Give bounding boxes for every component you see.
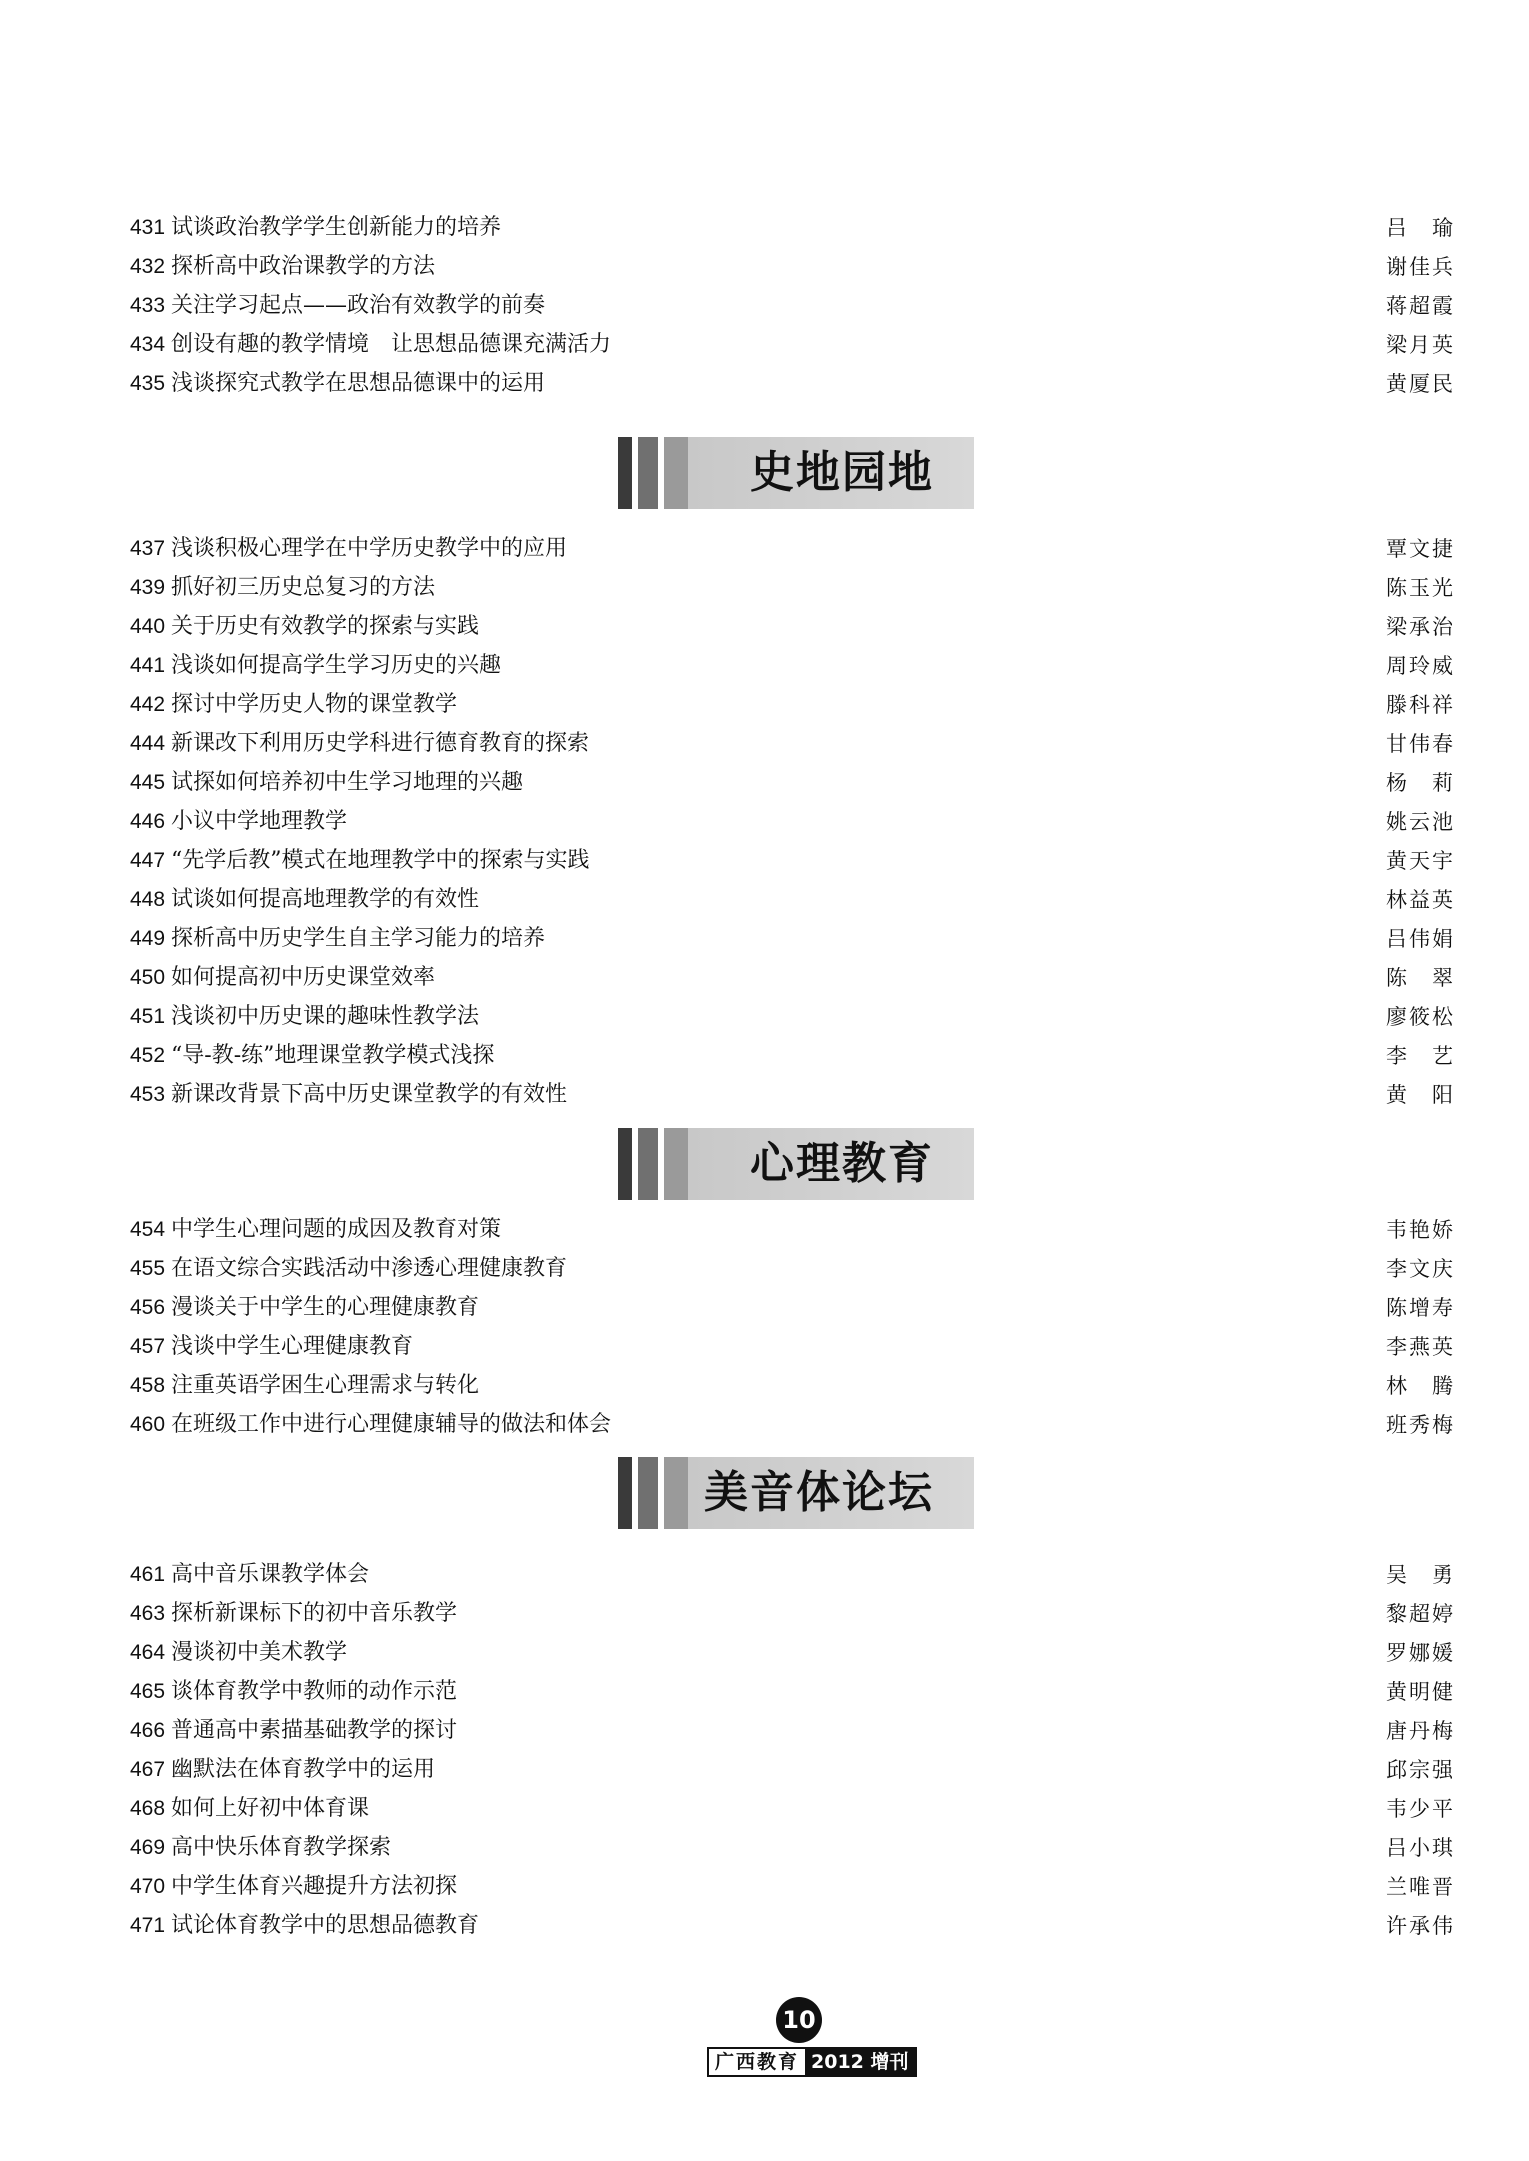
toc-entry bbox=[130, 1909, 1455, 1943]
entry-author: 黄 阳 bbox=[1386, 1083, 1455, 1107]
entry-number: 469 bbox=[130, 1836, 166, 1859]
entry-author: 甘伟春 bbox=[1386, 732, 1455, 756]
entry-number: 455 bbox=[130, 1257, 166, 1280]
entry-title: 探析高中政治课教学的方法 bbox=[171, 254, 436, 279]
entry-number: 457 bbox=[130, 1335, 166, 1358]
entry-number: 452 bbox=[130, 1044, 166, 1067]
toc-entry bbox=[130, 961, 1455, 995]
entry-title: 试谈政治教学学生创新能力的培养 bbox=[171, 215, 502, 240]
entry-author: 梁承治 bbox=[1386, 615, 1455, 639]
issue-label: 2012 增刊 bbox=[805, 2049, 915, 2075]
entry-number: 442 bbox=[130, 693, 166, 716]
entry-title: 探析高中历史学生自主学习能力的培养 bbox=[171, 926, 546, 951]
entry-number: 433 bbox=[130, 294, 166, 317]
entry-number: 464 bbox=[130, 1641, 166, 1664]
entry-author: 杨 莉 bbox=[1386, 771, 1455, 795]
toc-entry bbox=[130, 1369, 1455, 1403]
entry-number: 470 bbox=[130, 1875, 166, 1898]
toc-entry bbox=[130, 250, 1455, 284]
entry-number: 458 bbox=[130, 1374, 166, 1397]
entry-title: 探析新课标下的初中音乐教学 bbox=[171, 1601, 458, 1626]
entry-title: 浅谈中学生心理健康教育 bbox=[171, 1334, 414, 1359]
toc-entry bbox=[130, 1330, 1455, 1364]
entry-title: 如何提高初中历史课堂效率 bbox=[171, 965, 436, 990]
toc-entry bbox=[130, 1792, 1455, 1826]
entry-author: 林 腾 bbox=[1386, 1374, 1455, 1398]
entry-title: 中学生心理问题的成因及教育对策 bbox=[171, 1217, 502, 1242]
entry-title: 高中快乐体育教学探索 bbox=[171, 1835, 392, 1860]
entry-title: 浅谈积极心理学在中学历史教学中的应用 bbox=[171, 536, 568, 561]
entry-number: 441 bbox=[130, 654, 166, 677]
entry-number: 467 bbox=[130, 1758, 166, 1781]
entry-number: 431 bbox=[130, 216, 166, 239]
section-title: 美音体论坛 bbox=[704, 1467, 934, 1518]
entry-author: 谢佳兵 bbox=[1386, 255, 1455, 279]
toc-entry bbox=[130, 328, 1455, 362]
entry-title: 漫谈关于中学生的心理健康教育 bbox=[171, 1295, 480, 1320]
toc-entry bbox=[130, 610, 1455, 644]
entry-author: 班秀梅 bbox=[1386, 1413, 1455, 1437]
entry-author: 滕科祥 bbox=[1386, 693, 1455, 717]
entry-author: 李 艺 bbox=[1386, 1044, 1455, 1068]
entry-title: 新课改背景下高中历史课堂教学的有效性 bbox=[171, 1082, 568, 1107]
section-title: 心理教育 bbox=[750, 1138, 934, 1189]
toc-entry bbox=[130, 532, 1455, 566]
entry-author: 黄明健 bbox=[1386, 1680, 1455, 1704]
entry-number: 453 bbox=[130, 1083, 166, 1106]
toc-entry bbox=[130, 922, 1455, 956]
entry-title: 关注学习起点——政治有效教学的前奏 bbox=[171, 293, 546, 318]
entry-author: 蒋超霞 bbox=[1386, 294, 1455, 318]
toc-entry bbox=[130, 844, 1455, 878]
toc-entry bbox=[130, 1714, 1455, 1748]
entry-title: 创设有趣的教学情境 让思想品德课充满活力 bbox=[171, 332, 612, 357]
toc-entry bbox=[130, 1636, 1455, 1670]
entry-title: 普通高中素描基础教学的探讨 bbox=[171, 1718, 458, 1743]
toc-entry bbox=[130, 1252, 1455, 1286]
entry-number: 471 bbox=[130, 1914, 166, 1937]
entry-number: 466 bbox=[130, 1719, 166, 1742]
entry-title: 高中音乐课教学体会 bbox=[171, 1562, 370, 1587]
toc-entry bbox=[130, 688, 1455, 722]
entry-title: “先学后教”模式在地理教学中的探索与实践 bbox=[171, 848, 590, 873]
entry-title: 注重英语学困生心理需求与转化 bbox=[171, 1373, 480, 1398]
section-title: 史地园地 bbox=[750, 447, 934, 498]
publication-footer bbox=[707, 2047, 917, 2077]
entry-number: 468 bbox=[130, 1797, 166, 1820]
entry-number: 440 bbox=[130, 615, 166, 638]
entry-number: 450 bbox=[130, 966, 166, 989]
toc-entry bbox=[130, 1078, 1455, 1112]
toc-entry bbox=[130, 367, 1455, 401]
entry-title: 浅谈探究式教学在思想品德课中的运用 bbox=[171, 371, 546, 396]
entry-author: 韦少平 bbox=[1386, 1797, 1455, 1821]
entry-number: 447 bbox=[130, 849, 166, 872]
toc-entry bbox=[130, 1291, 1455, 1325]
entry-title: 试探如何培养初中生学习地理的兴趣 bbox=[171, 770, 524, 795]
entry-author: 陈玉光 bbox=[1386, 576, 1455, 600]
toc-entry bbox=[130, 649, 1455, 683]
toc-entry bbox=[130, 1039, 1455, 1073]
section-banner-history-geography bbox=[618, 437, 974, 509]
entry-author: 黄厦民 bbox=[1386, 372, 1455, 396]
entry-number: 460 bbox=[130, 1413, 166, 1436]
entry-title: 探讨中学历史人物的课堂教学 bbox=[171, 692, 458, 717]
entry-number: 432 bbox=[130, 255, 166, 278]
entry-number: 465 bbox=[130, 1680, 166, 1703]
toc-entry bbox=[130, 571, 1455, 605]
entry-number: 439 bbox=[130, 576, 166, 599]
entry-number: 446 bbox=[130, 810, 166, 833]
entry-author: 覃文捷 bbox=[1386, 537, 1455, 561]
entry-author: 吴 勇 bbox=[1386, 1563, 1455, 1587]
entry-title: 关于历史有效教学的探索与实践 bbox=[171, 614, 480, 639]
entry-title: 在语文综合实践活动中渗透心理健康教育 bbox=[171, 1256, 568, 1281]
toc-entry bbox=[130, 1213, 1455, 1247]
entry-title: 抓好初三历史总复习的方法 bbox=[171, 575, 436, 600]
entry-title: 试谈如何提高地理教学的有效性 bbox=[171, 887, 480, 912]
entry-author: 陈增寿 bbox=[1386, 1296, 1455, 1320]
entry-author: 吕 瑜 bbox=[1386, 216, 1455, 240]
entry-number: 449 bbox=[130, 927, 166, 950]
entry-title: 漫谈初中美术教学 bbox=[171, 1640, 348, 1665]
entry-author: 周玲威 bbox=[1386, 654, 1455, 678]
entry-author: 吕小琪 bbox=[1386, 1836, 1455, 1860]
entry-author: 吕伟娟 bbox=[1386, 927, 1455, 951]
entry-author: 黄天宇 bbox=[1386, 849, 1455, 873]
toc-entry bbox=[130, 883, 1455, 917]
entry-number: 451 bbox=[130, 1005, 166, 1028]
page-number: 10 bbox=[776, 1997, 822, 2043]
toc-entry bbox=[130, 727, 1455, 761]
entry-author: 李燕英 bbox=[1386, 1335, 1455, 1359]
toc-entry bbox=[130, 1675, 1455, 1709]
entry-number: 444 bbox=[130, 732, 166, 755]
entry-title: 谈体育教学中教师的动作示范 bbox=[171, 1679, 458, 1704]
entry-author: 廖筱松 bbox=[1386, 1005, 1455, 1029]
entry-author: 姚云池 bbox=[1386, 810, 1455, 834]
entry-author: 韦艳娇 bbox=[1386, 1218, 1455, 1242]
entry-number: 461 bbox=[130, 1563, 166, 1586]
entry-number: 454 bbox=[130, 1218, 166, 1241]
entry-author: 罗娜媛 bbox=[1386, 1641, 1455, 1665]
entry-title: 小议中学地理教学 bbox=[171, 809, 348, 834]
entry-author: 梁月英 bbox=[1386, 333, 1455, 357]
entry-title: 浅谈如何提高学生学习历史的兴趣 bbox=[171, 653, 502, 678]
section-banner-arts-music-sports bbox=[618, 1457, 974, 1529]
toc-entry bbox=[130, 211, 1455, 245]
toc-entry bbox=[130, 1597, 1455, 1631]
entry-author: 唐丹梅 bbox=[1386, 1719, 1455, 1743]
toc-entry bbox=[130, 289, 1455, 323]
entry-number: 448 bbox=[130, 888, 166, 911]
toc-entry bbox=[130, 1831, 1455, 1865]
entry-number: 445 bbox=[130, 771, 166, 794]
entry-title: 如何上好初中体育课 bbox=[171, 1796, 370, 1821]
toc-entry bbox=[130, 805, 1455, 839]
entry-number: 463 bbox=[130, 1602, 166, 1625]
entry-author: 陈 翠 bbox=[1386, 966, 1455, 990]
toc-entry bbox=[130, 1753, 1455, 1787]
entry-title: 浅谈初中历史课的趣味性教学法 bbox=[171, 1004, 480, 1029]
toc-entry bbox=[130, 1870, 1455, 1904]
entry-title: 新课改下利用历史学科进行德育教育的探索 bbox=[171, 731, 590, 756]
toc-entry bbox=[130, 1408, 1455, 1442]
entry-author: 李文庆 bbox=[1386, 1257, 1455, 1281]
section-banner-psychology bbox=[618, 1128, 974, 1200]
toc-entry bbox=[130, 766, 1455, 800]
entry-author: 许承伟 bbox=[1386, 1914, 1455, 1938]
entry-author: 黎超婷 bbox=[1386, 1602, 1455, 1626]
entry-title: 试论体育教学中的思想品德教育 bbox=[171, 1913, 480, 1938]
entry-title: 幽默法在体育教学中的运用 bbox=[171, 1757, 436, 1782]
publication-name: 广西教育 bbox=[709, 2049, 805, 2075]
entry-title: 在班级工作中进行心理健康辅导的做法和体会 bbox=[171, 1412, 612, 1437]
toc-entry bbox=[130, 1558, 1455, 1592]
entry-author: 兰唯晋 bbox=[1386, 1875, 1455, 1899]
entry-number: 437 bbox=[130, 537, 166, 560]
entry-number: 434 bbox=[130, 333, 166, 356]
entry-author: 邱宗强 bbox=[1386, 1758, 1455, 1782]
entry-author: 林益英 bbox=[1386, 888, 1455, 912]
entry-number: 456 bbox=[130, 1296, 166, 1319]
entry-number: 435 bbox=[130, 372, 166, 395]
toc-entry bbox=[130, 1000, 1455, 1034]
entry-title: 中学生体育兴趣提升方法初探 bbox=[171, 1874, 458, 1899]
entry-title: “导-教-练”地理课堂教学模式浅探 bbox=[171, 1043, 495, 1068]
